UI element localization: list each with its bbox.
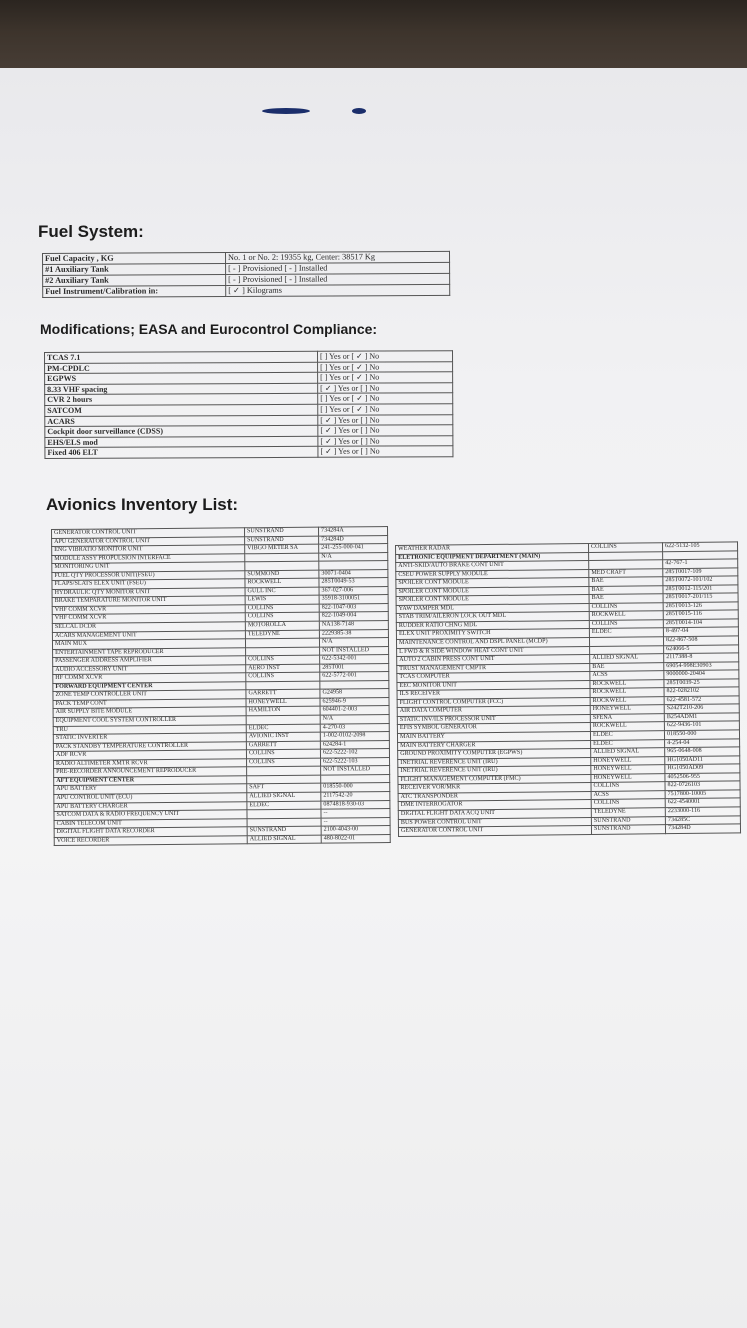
part-number-cell: G24958 (320, 689, 389, 698)
item-cell: ANTI-SKID/AUTO BRAKE CONT UNIT (396, 561, 589, 572)
value-cell: ROCKWELL (245, 578, 319, 587)
value-cell: SUNSTRAND (247, 826, 321, 835)
part-number-cell: 822-0282102 (664, 687, 739, 696)
item-cell: GENERATOR CONTROL UNIT (398, 826, 591, 837)
item-cell: PRE-RECORDER ANNOUNCEMENT REPRODUCER (54, 767, 247, 777)
item-cell: ENG VIBRATIO MONITOR UNIT (52, 545, 245, 555)
value-cell: ROCKWELL (589, 611, 663, 620)
item-cell: HF COMM XCVR (53, 673, 246, 683)
item-cell: VHF COMM XCVR (52, 605, 245, 615)
part-number-cell: 622-9436-101 (664, 721, 739, 730)
part-number-cell: NA138-7148 (319, 621, 388, 630)
item-cell: WEATHER RADAR (396, 543, 589, 554)
part-number-cell: 622-5222-102 (320, 749, 389, 758)
value-cell: LEWIS (245, 596, 319, 605)
item-cell: FUEL QTY PROCESSOR UNIT(FSEU) (52, 571, 245, 581)
value-cell: SUMMOND (245, 570, 319, 579)
item-cell: VHF COMM XCVR (52, 613, 245, 623)
part-number-cell: 8-497-04 (663, 627, 738, 636)
part-number-cell: 241-255-000-041 (319, 544, 388, 553)
value-cell: [ ✓ ] Yes or [ ] No (318, 435, 453, 446)
item-cell: AFT EQUIPMENT CENTER (54, 776, 247, 786)
item-cell: #1 Auxiliary Tank (43, 264, 226, 276)
item-cell: Fuel Instrument/Calibration in: (43, 286, 226, 298)
part-number-cell: -- (321, 809, 390, 818)
item-cell: YAW DAMPER MDL (396, 603, 589, 614)
item-cell: AIR SUPPLY BITE MODULE (53, 707, 246, 717)
part-number-cell: HG1050AD11 (665, 756, 740, 765)
part-number-cell: 734284D (665, 824, 740, 833)
item-cell: TRU (53, 724, 246, 734)
part-number-cell: 367-027-006 (319, 586, 388, 595)
item-cell: EEC MONITOR UNIT (397, 680, 590, 691)
part-number-cell: 480-8022-01 (321, 834, 390, 843)
value-cell: SUNSTRAND (244, 527, 318, 536)
part-number-cell: 285T0039-25 (664, 679, 739, 688)
part-number-cell: 9000000-20404 (664, 670, 739, 679)
item-cell: 8.33 VHF spacing (45, 383, 318, 395)
value-cell: No. 1 or No. 2: 19355 kg, Center: 38517 Kg (226, 251, 450, 263)
item-cell: BRAKE TEMPARATURE MONITOR UNIT (52, 596, 245, 606)
part-number-cell: HG1050AD09 (665, 764, 740, 773)
part-number-cell: 624066-5 (664, 644, 739, 653)
value-cell: GARRETT (246, 741, 320, 750)
item-cell: PASSENGER ADDRESS AMPLIFIER (53, 656, 246, 666)
value-cell: COLLINS (245, 604, 319, 613)
value-cell: ELDEC (591, 739, 665, 748)
value-cell: ROCKWELL (590, 722, 664, 731)
part-number-cell: NOT INSTALLED (320, 646, 389, 655)
part-number-cell: 622-4581-572 (664, 696, 739, 705)
part-number-cell: N/A (320, 715, 389, 724)
value-cell: [ ] Yes or [ ✓ ] No (318, 404, 453, 415)
value-cell: [ ✓ ] Kilograms (226, 284, 450, 296)
item-cell: TCAS 7.1 (45, 351, 318, 363)
item-cell: INETRIAL REVERENCE UNIT (IRU) (398, 766, 591, 777)
item-cell: ADF RCVR (53, 750, 246, 760)
item-cell: ACARS (45, 415, 318, 427)
item-cell: L FWD & R SIDE WINDOW HEAT CONT UNIT (397, 646, 590, 657)
part-number-cell: 2229385-38 (319, 629, 388, 638)
item-cell: PACK TEMP CONT (53, 699, 246, 709)
value-cell: COLLINS (246, 672, 320, 681)
item-cell: MONITORING UNIT (52, 562, 245, 572)
value-cell: COLLINS (246, 655, 320, 664)
value-cell: HONEYWELL (591, 765, 665, 774)
value-cell: COLLINS (589, 620, 663, 629)
item-cell: APU BATTERY CHARGER (54, 801, 247, 811)
item-cell: EFIS SYMBOL GENERATOR (397, 723, 590, 734)
part-number-cell: 2233000-116 (665, 807, 740, 816)
value-cell: ACSS (591, 791, 665, 800)
part-number-cell: 625946-9 (320, 697, 389, 706)
value-cell: SFENA (590, 714, 664, 723)
item-cell: STATIC INV/ILS PROCESSOR UNIT (397, 714, 590, 725)
ink-mark (352, 108, 366, 114)
part-number-cell: NOT INSTALLED (321, 766, 390, 775)
part-number-cell: S242T210-206 (664, 704, 739, 713)
value-cell: TELEDYNE (245, 630, 319, 639)
value-cell: GARRETT (246, 690, 320, 699)
avionics-table-right (395, 541, 741, 836)
fuel-system-heading: Fuel System: (38, 222, 144, 241)
value-cell: ROCKWELL (590, 679, 664, 688)
part-number-cell: 2100-4043-00 (321, 826, 390, 835)
fuel-table (42, 251, 450, 298)
item-cell: GENERATOR CONTROL UNIT (52, 528, 245, 538)
avionics-table-left (51, 526, 391, 846)
item-cell: ACARS MANAGEMENT UNIT (52, 630, 245, 640)
item-cell: SPOILER CONT MODULE (396, 578, 589, 589)
value-cell: HONEYWELL (591, 773, 665, 782)
item-cell: Cockpit door surveillance (CDSS) (45, 425, 318, 437)
item-cell: AUTO 2 CABIN PRESS CONT UNIT (397, 655, 590, 666)
value-cell: TELEDYNE (591, 808, 665, 817)
part-number-cell: 4-270-03 (320, 723, 389, 732)
item-cell: ZONE TEMP CONTROLLER UNIT (53, 690, 246, 700)
part-number-cell: 604401-2-003 (320, 706, 389, 715)
part-number-cell: 018550-000 (321, 783, 390, 792)
value-cell: ALLIED SIGNAL (590, 654, 664, 663)
item-cell: APU BATTERY (54, 784, 247, 794)
item-cell: HYDRAULIC QTY MONITOR UNIT (52, 588, 245, 598)
value-cell: [ ✓ ] Yes or [ ] No (318, 446, 453, 457)
item-cell: SATCOM (45, 404, 318, 416)
value-cell: AERO INST (246, 664, 320, 673)
part-number-cell: 622-5132-105 (662, 542, 737, 551)
part-number-cell: 35918-3100051 (319, 595, 388, 604)
value-cell: COLLINS (591, 782, 665, 791)
item-cell: ELETRONIC EQUIPMENT DEPARTMENT (MAIN) (396, 552, 589, 563)
value-cell: ROCKWELL (590, 688, 664, 697)
part-number-cell: 622-5772-001 (320, 672, 389, 681)
item-cell: FLIGHT CONTROL COMPUTER (FCC) (397, 697, 590, 708)
item-cell: Fuel Capacity , KG (43, 253, 226, 265)
item-cell: SATCOM DATA & RADIO FREQUENCY UNIT (54, 810, 247, 820)
part-number-cell: 69054-998E30903 (664, 662, 739, 671)
item-cell: ENTERTAINMENT TAPE REPRODUCER (53, 647, 246, 657)
item-cell: AIR DATA COMPUTER (397, 706, 590, 717)
item-cell: AUDIO ACCESSORY UNIT (53, 665, 246, 675)
value-cell: COLLINS (591, 799, 665, 808)
part-number-cell: 285T0017-109 (663, 568, 738, 577)
item-cell: TRUST MANAGEMENT CMPTR (397, 663, 590, 674)
value-cell: ELDEC (247, 801, 321, 810)
item-cell: MODULE ASSY PROPULSION INTERFACE (52, 553, 245, 563)
modifications-heading: Modifications; EASA and Eurocontrol Compliance: (40, 321, 378, 337)
part-number-cell: 285T0013-126 (663, 602, 738, 611)
item-cell: DIGITAL FLIGHT DATA RECORDER (54, 827, 247, 837)
item-cell: FLIGHT MANAGEMENT COMPUTER (FMC) (398, 774, 591, 785)
part-number-cell: 822-0726103 (665, 781, 740, 790)
value-cell: HONEYWELL (591, 756, 665, 765)
part-number-cell: 285T001 (320, 663, 389, 672)
part-number-cell: 0874818-930-03 (321, 800, 390, 809)
avionics-heading: Avionics Inventory List: (46, 495, 239, 514)
value-cell: MOTOROLLA (245, 621, 319, 630)
value-cell: BAE (589, 585, 663, 594)
item-cell: EHS/ELS mod (45, 436, 318, 448)
item-cell: CABIN TELECOM UNIT (54, 818, 247, 828)
part-number-cell: 285T0072-101/102 (663, 576, 738, 585)
part-number-cell: 7517800-10005 (665, 790, 740, 799)
value-cell: HONEYWELL (590, 705, 664, 714)
value-cell: [ ✓ ] Yes or [ ] No (318, 382, 453, 393)
part-number-cell: 822-1047-003 (319, 603, 388, 612)
item-cell: RADIO ALTIMETER XMTR RCVR (54, 759, 247, 769)
modifications-table (44, 350, 453, 459)
item-cell: #2 Auxiliary Tank (43, 275, 226, 287)
part-number-cell: N/A (319, 638, 388, 647)
item-cell: Fixed 406 ELT (45, 447, 318, 459)
part-number-cell: N/A (319, 552, 388, 561)
item-cell: GROUND PROXIMITY COMPUTER (EGPWS) (398, 749, 591, 760)
item-cell: ELEX UNIT PROXIMITY SWITCH (396, 629, 589, 640)
value-cell: [ ] Yes or [ ✓ ] No (317, 351, 452, 362)
value-cell: [ - ] Provisioned [ - ] Installed (226, 273, 450, 285)
value-cell: [ ] Yes or [ ✓ ] No (318, 361, 453, 372)
part-number-cell: 285T0014-104 (663, 619, 738, 628)
item-cell: DME INTERROGATOR (398, 800, 591, 811)
value-cell: ALLIED SIGNAL (247, 835, 321, 844)
item-cell: DIGITAL FLIGHT DATA ACQ UNIT (398, 808, 591, 819)
value-cell: HONEYWELL (246, 698, 320, 707)
part-number-cell: 018550-000 (664, 730, 739, 739)
value-cell: COLLINS (246, 749, 320, 758)
item-cell: RECEIVER VOR/MKR (398, 783, 591, 794)
part-number-cell: 622-5342-001 (320, 655, 389, 664)
value-cell: ACSS (590, 671, 664, 680)
value-cell: SAFT (247, 784, 321, 793)
item-cell: CSEU POWER SUPPLY MODULE (396, 569, 589, 580)
part-number-cell: 622-5222-103 (321, 757, 390, 766)
item-cell: STATIC INVERTER (53, 733, 246, 743)
ink-mark (262, 108, 310, 114)
item-cell: APU GENERATOR CONTROL UNIT (52, 536, 245, 546)
value-cell: ELDEC (589, 628, 663, 637)
item-cell: TCAS COMPUTER (397, 672, 590, 683)
part-number-cell: 624284-1 (320, 740, 389, 749)
item-cell: APU CONTROL UNIT (ECU) (54, 793, 247, 803)
part-number-cell: 965-0648-008 (665, 747, 740, 756)
part-number-cell: 30071-0404 (319, 569, 388, 578)
item-cell: PM-CPDLC (45, 362, 318, 374)
part-number-cell: 4052506-955 (665, 773, 740, 782)
item-cell: BUS POWER CONTROL UNIT (398, 817, 591, 828)
item-cell: ATC TRANSPONDER (398, 791, 591, 802)
value-cell: COLLINS (589, 603, 663, 612)
item-cell: MAIN BATTERY (397, 731, 590, 742)
item-cell: MAINTENANCE CONTROL AND DSPL PANEL (MCDP) (396, 637, 589, 648)
item-cell: SPOILER CONT MODULE (396, 595, 589, 606)
part-number-cell: 734284A (318, 527, 387, 536)
value-cell: COLLINS (247, 758, 321, 767)
item-cell: VOICE RECORDER (54, 835, 247, 845)
value-cell: BAE (589, 577, 663, 586)
value-cell: AVIONIC INST (246, 732, 320, 741)
part-number-cell: 285T0017-201/115 (663, 593, 738, 602)
part-number-cell: 42-767-1 (663, 559, 738, 568)
item-cell: INETRIAL REVERENCE UNIT (IRU) (398, 757, 591, 768)
item-cell: MAIN BATTERY CHARGER (398, 740, 591, 751)
item-cell: ILS RECEIVER (397, 689, 590, 700)
item-cell: SELCAL DCDR (52, 622, 245, 632)
value-cell: SUNSTRAND (591, 816, 665, 825)
part-number-cell: -- (321, 817, 390, 826)
part-number-cell: 285T0015-116 (663, 610, 738, 619)
part-number-cell: 2117388-8 (664, 653, 739, 662)
fuel-row (43, 284, 450, 297)
value-cell: ALLIED SIGNAL (591, 748, 665, 757)
item-cell: CVR 2 hours (45, 394, 318, 406)
item-cell: FORWARD EQUIPMENT CENTER (53, 682, 246, 692)
value-cell: [ ✓ ] Yes or [ ] No (318, 425, 453, 436)
item-cell: MAIN MUX (52, 639, 245, 649)
part-number-cell: 734285C (665, 815, 740, 824)
value-cell: COLLINS (588, 543, 662, 552)
value-cell: HAMILTON (246, 707, 320, 716)
part-number-cell: 285T0012-115/201 (663, 585, 738, 594)
value-cell: GULL INC (245, 587, 319, 596)
item-cell: PACK STANDBY TEMPERATURE CONTROLLER (53, 741, 246, 751)
value-cell: MED CRAFT (589, 568, 663, 577)
value-cell: [ ✓ ] Yes or [ ] No (318, 414, 453, 425)
value-cell: VIBGO METER SA (245, 544, 319, 553)
part-number-cell: B254ADM1 (664, 713, 739, 722)
value-cell: BAE (590, 662, 664, 671)
part-number-cell: 2117542-20 (321, 792, 390, 801)
value-cell: ROCKWELL (590, 697, 664, 706)
part-number-cell: 4-254-04 (665, 738, 740, 747)
value-cell: [ ] Yes or [ ✓ ] No (318, 393, 453, 404)
item-cell: FLAPS/SLATS ELEX UNIT (FSEU) (52, 579, 245, 589)
part-number-cell: 822-867-508 (663, 636, 738, 645)
value-cell: COLLINS (245, 613, 319, 622)
value-cell: ALLIED SIGNAL (247, 792, 321, 801)
part-number-cell: 622-4540001 (665, 798, 740, 807)
item-cell: SPOILER CONT MODULE (396, 586, 589, 597)
value-cell: SUNSTRAND (245, 536, 319, 545)
item-cell: STAB TRIM/AILERON LOCK OUT MDL (396, 612, 589, 623)
value-cell: [ - ] Provisioned [ - ] Installed (226, 262, 450, 274)
part-number-cell: 1-002-0102-2098 (320, 732, 389, 741)
part-number-cell: 822-1049-004 (319, 612, 388, 621)
value-cell: BAE (589, 594, 663, 603)
item-cell: EGPWS (45, 372, 318, 384)
item-cell: RUDDER RATIO CHNG MDL (396, 620, 589, 631)
modification-row (45, 446, 453, 458)
value-cell: ELDEC (590, 731, 664, 740)
part-number-cell: 734284D (319, 535, 388, 544)
value-cell: [ ] Yes or [ ✓ ] No (318, 372, 453, 383)
part-number-cell: 285T0049-53 (319, 578, 388, 587)
item-cell: EQUIPMENT COOL SYSTEM CONTROLLER (53, 716, 246, 726)
value-cell: SUNSTRAND (591, 825, 665, 834)
value-cell: ELDEC (246, 724, 320, 733)
